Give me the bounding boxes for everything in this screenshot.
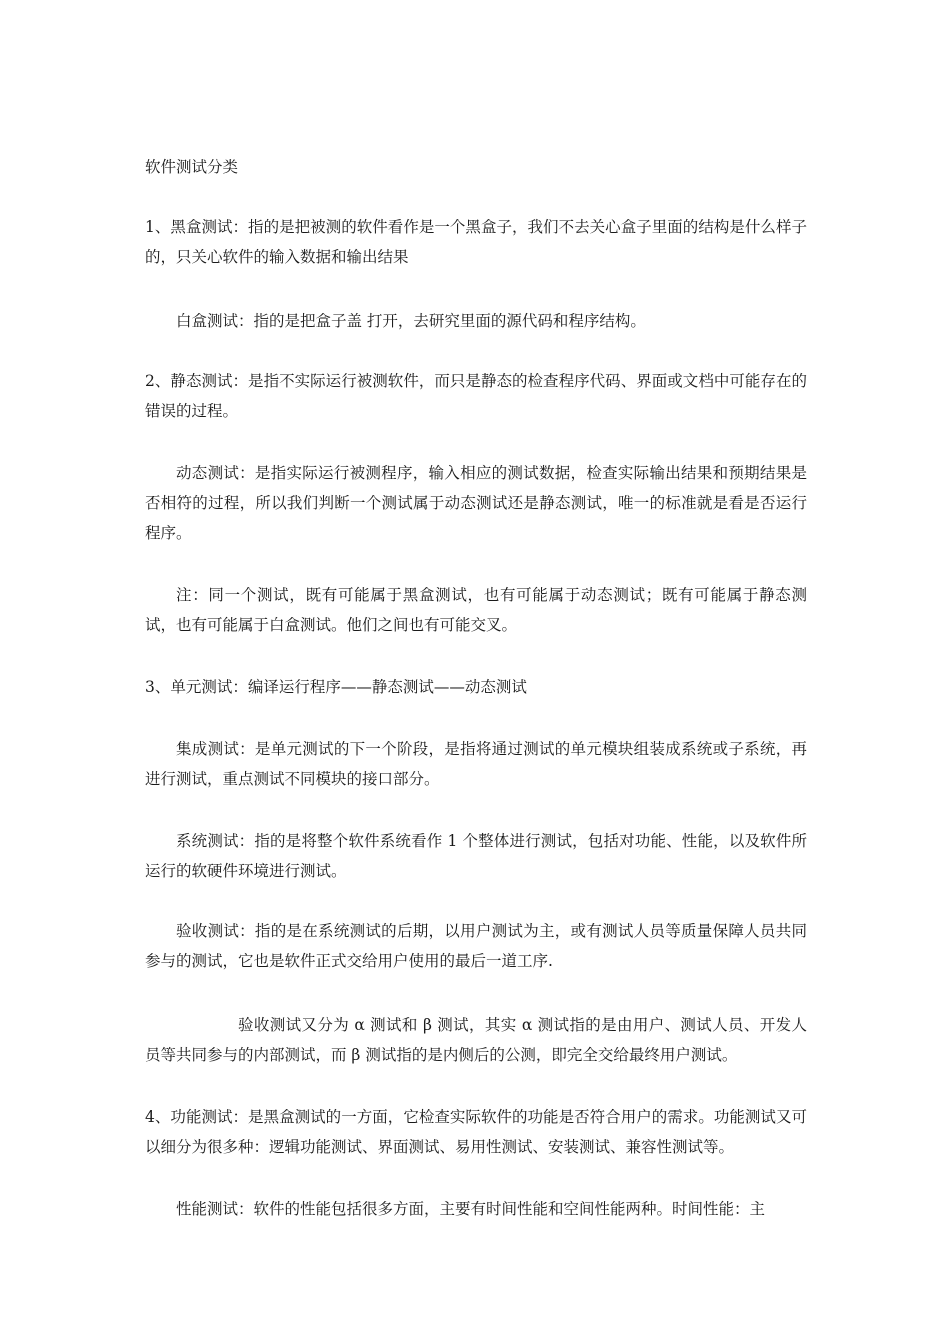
paragraph-system-test: 系统测试：指的是将整个软件系统看作 1 个整体进行测试，包括对功能、性能，以及软件所运行的软硬件环境进行测试。 xyxy=(145,832,807,880)
paragraph-unit-test: 3、单元测试：编译运行程序——静态测试——动态测试 xyxy=(145,678,527,696)
paragraph-integration-test: 集成测试：是单元测试的下一个阶段，是指将通过测试的单元模块组装成系统或子系统，再进行测试，重点测试不同模块的接口部分。 xyxy=(145,740,807,788)
paragraph-performance-test: 性能测试：软件的性能包括很多方面，主要有时间性能和空间性能两种。时间性能：主 xyxy=(176,1200,766,1218)
paragraph-white-box-test: 白盒测试：指的是把盒子盖 打开，去研究里面的源代码和程序结构。 xyxy=(176,312,646,330)
paragraph-alpha-beta-test: 验收测试又分为 α 测试和 β 测试，其实 α 测试指的是由用户、测试人员、开发人员等共同参与的内部测试，而 β 测试指的是内侧后的公测，即完全交给最终用户测试。 xyxy=(145,1016,807,1064)
paragraph-static-test: 2、静态测试：是指不实际运行被测软件，而只是静态的检查程序代码、界面或文档中可能存在的错误的过程。 xyxy=(145,372,807,420)
paragraph-acceptance-test: 验收测试：指的是在系统测试的后期，以用户测试为主，或有测试人员等质量保障人员共同参与的测试，它也是软件正式交给用户使用的最后一道工序. xyxy=(145,922,807,970)
paragraph-functional-test: 4、功能测试：是黑盒测试的一方面，它检查实际软件的功能是否符合用户的需求。功能测试又可以细分为很多种：逻辑功能测试、界面测试、易用性测试、安装测试、兼容性测试等。 xyxy=(145,1108,807,1156)
document-title: 软件测试分类 xyxy=(145,158,239,176)
paragraph-black-box-test: 1、黑盒测试：指的是把被测的软件看作是一个黑盒子，我们不去关心盒子里面的结构是什么样子的，只关心软件的输入数据和输出结果 xyxy=(145,218,807,266)
paragraph-note: 注：同一个测试，既有可能属于黑盒测试，也有可能属于动态测试；既有可能属于静态测试，也有可能属于白盒测试。他们之间也有可能交叉。 xyxy=(145,586,807,634)
paragraph-dynamic-test: 动态测试：是指实际运行被测程序，输入相应的测试数据，检查实际输出结果和预期结果是否相符的过程，所以我们判断一个测试属于动态测试还是静态测试，唯一的标准就是看是否运行程序。 xyxy=(145,464,807,542)
